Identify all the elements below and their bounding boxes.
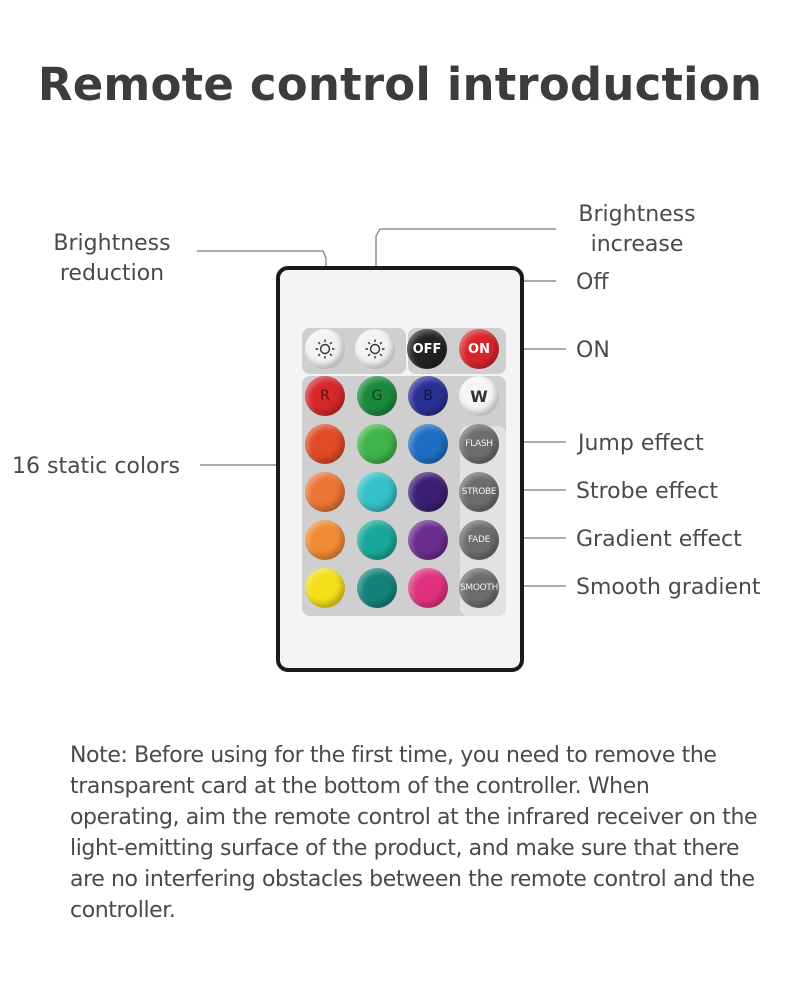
usage-note: Note: Before using for the first time, you need to remove the transparent card at the bottom of the controller. When operating, aim the remote control at the infrared receiver on the light-emitting surface of the product, and make sure that there are no interfering obstacles between the remote control and the controller.	[70, 743, 758, 923]
flash-button[interactable]	[459, 424, 499, 464]
label-brightness-reduction	[42, 229, 182, 289]
label-brightness-increase-line2: increase	[590, 232, 684, 257]
strobe-button-label: STROBE	[461, 487, 497, 497]
label-gradient-effect: Gradient effect	[576, 527, 742, 552]
white-button[interactable]	[459, 376, 499, 416]
brightness-down-button[interactable]	[305, 329, 345, 369]
color-button[interactable]	[408, 424, 448, 464]
fade-button[interactable]	[459, 520, 499, 560]
sun-icon	[364, 338, 386, 360]
color-button[interactable]	[408, 568, 448, 608]
label-brightness-increase-line1: Brightness	[578, 202, 696, 227]
color-button[interactable]	[357, 376, 397, 416]
color-button[interactable]	[357, 568, 397, 608]
on-button[interactable]	[459, 329, 499, 369]
fade-button-label: FADE	[468, 535, 490, 545]
color-button[interactable]	[305, 472, 345, 512]
color-button[interactable]	[408, 376, 448, 416]
label-jump-effect: Jump effect	[578, 431, 704, 456]
color-button[interactable]	[408, 472, 448, 512]
smooth-button-label: SMOOTH	[459, 583, 499, 593]
color-button[interactable]	[305, 568, 345, 608]
label-static-colors: 16 static colors	[12, 454, 181, 479]
color-button[interactable]	[305, 520, 345, 560]
label-smooth-gradient: Smooth gradient	[576, 575, 761, 600]
on-button-label: ON	[468, 341, 490, 357]
color-button[interactable]	[357, 472, 397, 512]
off-button[interactable]	[407, 329, 447, 369]
strobe-button[interactable]	[459, 472, 499, 512]
color-button[interactable]	[357, 424, 397, 464]
color-button[interactable]	[305, 424, 345, 464]
color-button[interactable]	[408, 520, 448, 560]
white-button-label: W	[470, 386, 488, 406]
label-on: ON	[576, 338, 610, 363]
page-title: Remote control introduction	[37, 58, 763, 111]
label-brightness-reduction-line1: Brightness	[53, 231, 171, 256]
remote-control	[276, 266, 524, 672]
label-strobe-effect: Strobe effect	[576, 479, 719, 504]
flash-button-label: FLASH	[465, 439, 493, 449]
sun-icon	[314, 338, 336, 360]
label-off: Off	[576, 270, 609, 295]
label-brightness-increase	[566, 200, 708, 260]
brightness-up-button[interactable]	[355, 329, 395, 369]
label-brightness-reduction-line2: reduction	[59, 261, 165, 286]
color-button-label: R	[320, 388, 330, 404]
color-button-label: G	[371, 388, 383, 404]
color-button-label: B	[423, 388, 433, 404]
off-button-label: OFF	[412, 341, 442, 357]
smooth-button[interactable]	[459, 568, 499, 608]
color-button[interactable]	[357, 520, 397, 560]
color-button[interactable]	[305, 376, 345, 416]
